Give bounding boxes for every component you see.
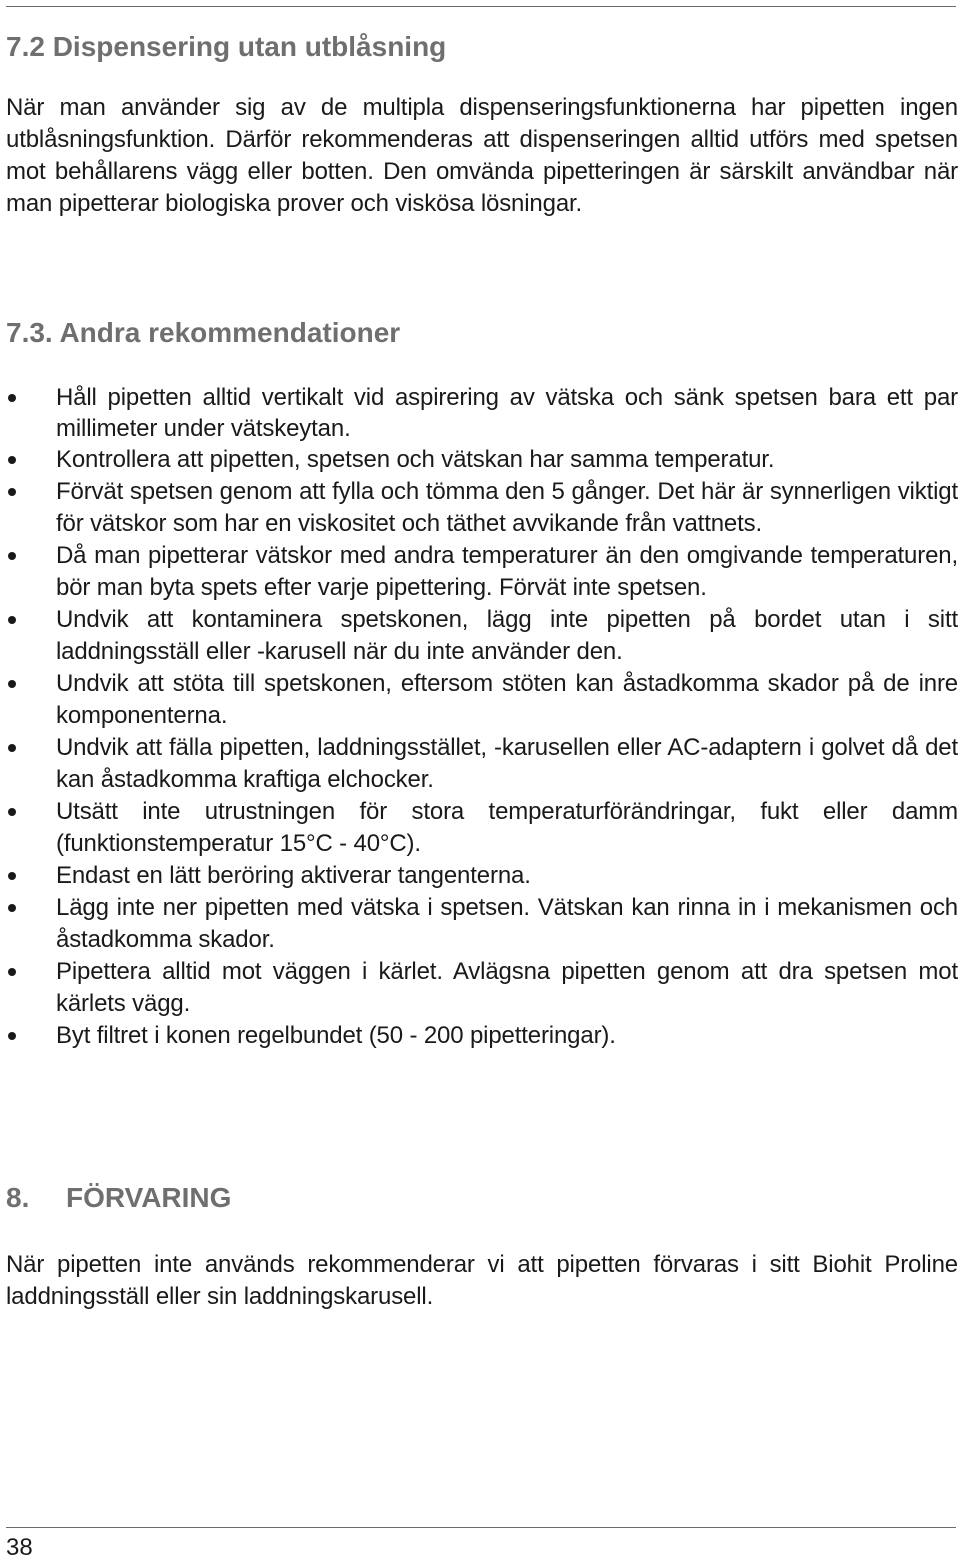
list-item: Kontrollera att pipetten, spetsen och vätskan har samma temperatur. bbox=[6, 444, 958, 476]
bullet-icon bbox=[8, 488, 16, 496]
list-item: Byt filtret i konen regelbundet (50 - 200 pipetteringar). bbox=[6, 1020, 958, 1052]
bullet-icon bbox=[8, 394, 16, 402]
section-8-title: FÖRVARING bbox=[66, 1182, 232, 1213]
page-number: 38 bbox=[6, 1534, 33, 1561]
list-item: Undvik att stöta till spetskonen, eftersom stöten kan åstadkomma skador på de inre komponenterna. bbox=[6, 668, 958, 732]
section-8-number: 8. bbox=[6, 1182, 30, 1213]
bullet-icon bbox=[8, 552, 16, 560]
list-item: Endast en lätt beröring aktiverar tangenterna. bbox=[6, 860, 958, 892]
list-item: Undvik att kontaminera spetskonen, lägg inte pipetten på bordet utan i sitt laddningsställ eller -karusell när du inte använder den. bbox=[6, 604, 958, 668]
section-7-2-paragraph: När man använder sig av de multipla dispenseringsfunktionerna har pipetten ingen utblåsningsfunktion. Därför rekommenderas att dispenseringen alltid utförs med spetsen mot behållarens vägg eller botten. Den omvända pipetteringen är särskilt användbar när man pipetterar biologiska prover och viskösa lösningar. bbox=[6, 94, 958, 217]
list-item: Utsätt inte utrustningen för stora temperaturförändringar, fukt eller damm (funktionstemperatur 15°C - 40°C). bbox=[6, 796, 958, 860]
bullet-icon bbox=[8, 872, 16, 880]
bullet-icon bbox=[8, 456, 16, 464]
section-8-paragraph: När pipetten inte används rekommenderar vi att pipetten förvaras i sitt Biohit Proline laddningsställ eller sin laddningskarusell. bbox=[6, 1251, 958, 1310]
bullet-icon bbox=[8, 968, 16, 976]
bullet-icon bbox=[8, 680, 16, 688]
bullet-icon bbox=[8, 1032, 16, 1040]
recommendations-list bbox=[6, 382, 958, 1052]
bullet-icon bbox=[8, 744, 16, 752]
bullet-icon bbox=[8, 616, 16, 624]
list-item: Då man pipetterar vätskor med andra temperaturer än den omgivande temperaturen, bör man byta spets efter varje pipettering. Förvät inte spetsen. bbox=[6, 540, 958, 604]
bullet-icon bbox=[8, 808, 16, 816]
section-7-3-heading: 7.3. Andra rekommendationer bbox=[6, 317, 401, 348]
bottom-rule bbox=[6, 1527, 956, 1528]
section-8-heading bbox=[6, 1181, 231, 1215]
list-item: Pipettera alltid mot väggen i kärlet. Avlägsna pipetten genom att dra spetsen mot kärlets vägg. bbox=[6, 956, 958, 1020]
list-item: Lägg inte ner pipetten med vätska i spetsen. Vätskan kan rinna in i mekanismen och åstadkomma skador. bbox=[6, 892, 958, 956]
section-7-2-heading: 7.2 Dispensering utan utblåsning bbox=[6, 31, 447, 62]
list-item: Förvät spetsen genom att fylla och tömma den 5 gånger. Det här är synnerligen viktigt för vätskor som har en viskositet och täthet avvikande från vattnets. bbox=[6, 476, 958, 540]
list-item: Håll pipetten alltid vertikalt vid aspirering av vätska och sänk spetsen bara ett par millimeter under vätskeytan. bbox=[6, 382, 958, 444]
bullet-icon bbox=[8, 904, 16, 912]
list-item: Undvik att fälla pipetten, laddningsstället, -karusellen eller AC-adaptern i golvet då det kan åstadkomma kraftiga elchocker. bbox=[6, 732, 958, 796]
top-rule bbox=[6, 6, 956, 7]
